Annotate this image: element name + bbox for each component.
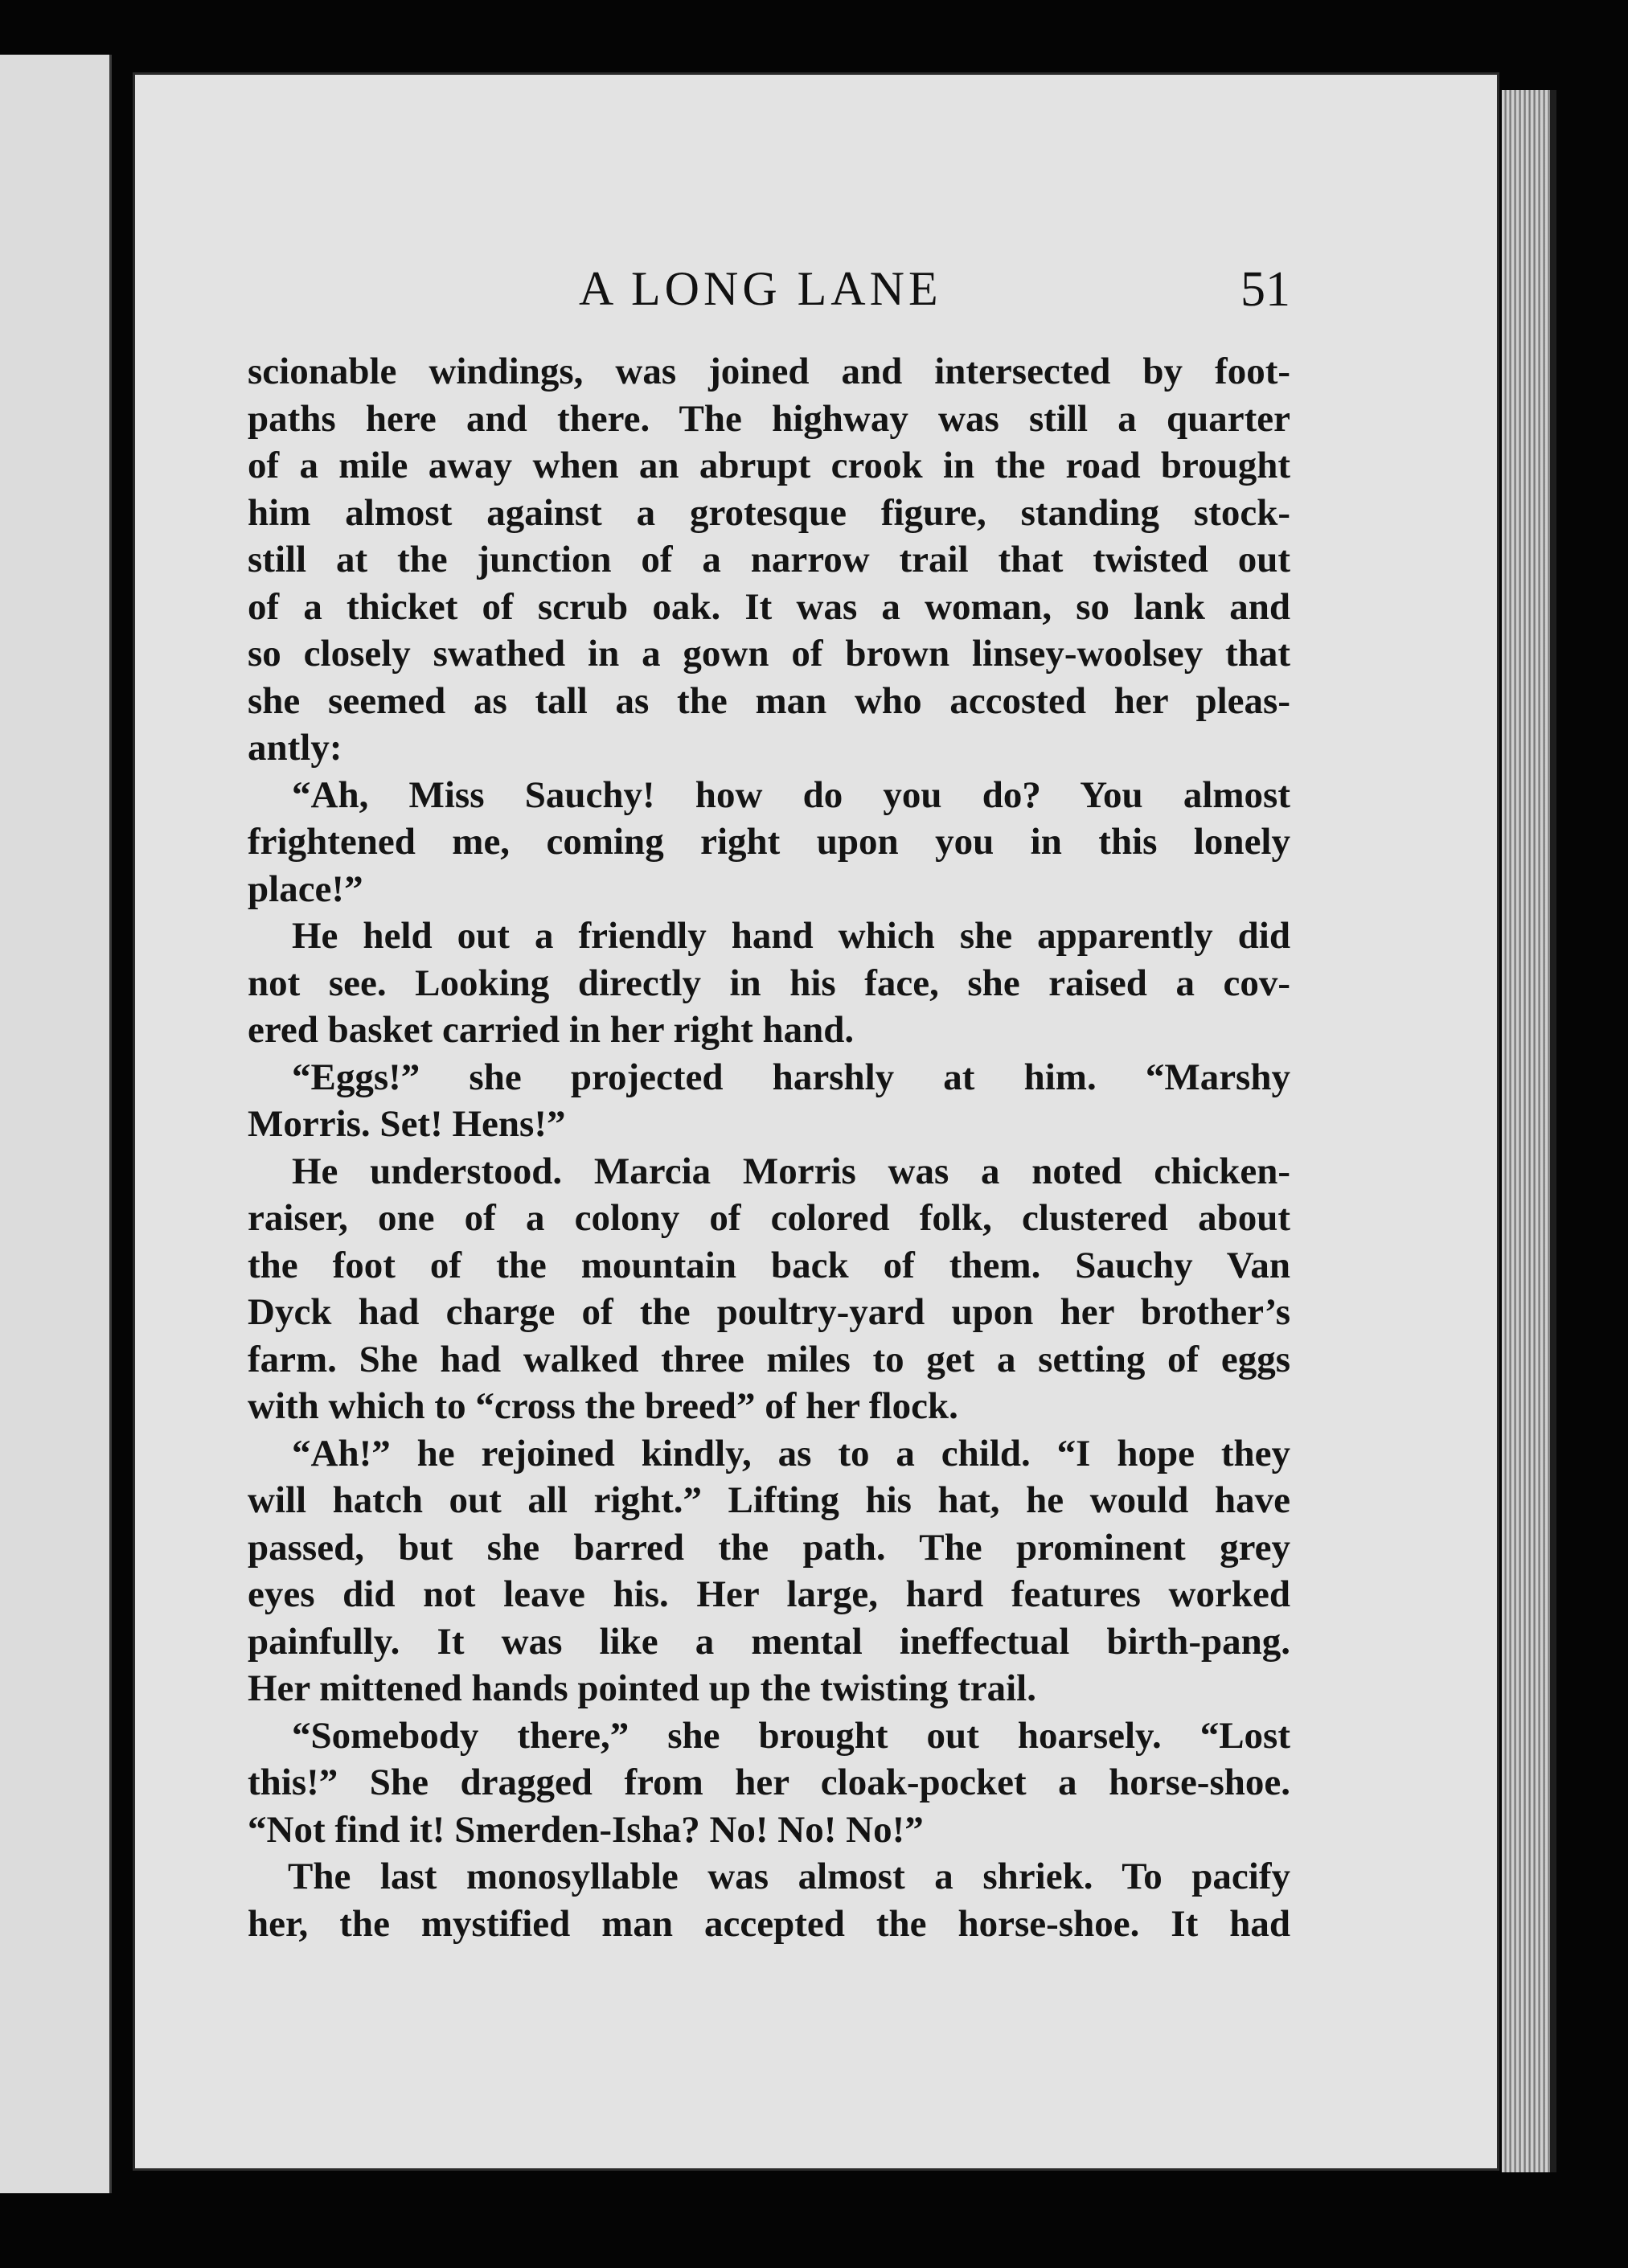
text-line: frightened me, coming right upon you in this lonely (248, 821, 1290, 863)
page-stack-edges (1502, 90, 1556, 2172)
text-line: “Ah!” he rejoined kindly, as to a child. “I hope they (292, 1432, 1290, 1474)
text-line: scionable windings, was joined and intersected by foot- (248, 351, 1290, 392)
text-line: place!” (248, 867, 363, 910)
text-line: farm. She had walked three miles to get a setting of eggs (248, 1338, 1290, 1380)
text-line: ered basket carried in her right hand. (248, 1009, 855, 1051)
text-line: “Ah, Miss Sauchy! how do you do? You almost (292, 773, 1290, 816)
text-line: raiser, one of a colony of colored folk, clustered about (248, 1197, 1290, 1239)
text-line: “Somebody there,” she brought out hoarsely. “Lost (292, 1714, 1290, 1757)
text-line: The last monosyllable was almost a shriek. To pacify (288, 1856, 1290, 1897)
text-line: will hatch out all right.” Lifting his hat, he would have (248, 1479, 1290, 1521)
page-number: 51 (1240, 262, 1290, 317)
text-line: the foot of the mountain back of them. Sauchy Van (248, 1244, 1290, 1286)
text-line: so closely swathed in a gown of brown linsey-woolsey that (248, 633, 1290, 675)
text-line: not see. Looking directly in his face, she raised a cov- (248, 962, 1290, 1004)
text-line: He held out a friendly hand which she apparently did (292, 915, 1290, 957)
text-line: Dyck had charge of the poultry-yard upon her brother’s (248, 1291, 1290, 1333)
text-line: her, the mystified man accepted the horse-shoe. It had (248, 1902, 1290, 1945)
text-line: with which to “cross the breed” of her flock. (248, 1385, 958, 1427)
text-line: Morris. Set! Hens!” (248, 1103, 566, 1145)
text-line: of a thicket of scrub oak. It was a woman, so lank and (248, 585, 1290, 628)
text-line: antly: (248, 727, 342, 769)
running-title: A LONG LANE (579, 262, 942, 315)
running-head (248, 261, 1297, 318)
text-line: of a mile away when an abrupt crook in the road brought (248, 445, 1290, 486)
text-line: Her mittened hands pointed up the twisting trail. (248, 1667, 1036, 1709)
text-line: “Not find it! Smerden-Isha? No! No! No!” (248, 1808, 924, 1851)
text-line: He understood. Marcia Morris was a noted chicken- (292, 1150, 1290, 1192)
text-line: passed, but she barred the path. The prominent grey (248, 1526, 1290, 1569)
text-line: this!” She dragged from her cloak-pocket a horse-shoe. (248, 1761, 1290, 1803)
text-line: him almost against a grotesque figure, standing stock- (248, 491, 1290, 534)
facing-page-edge (0, 55, 112, 2193)
text-line: paths here and there. The highway was still a quarter (248, 397, 1290, 440)
text-line: still at the junction of a narrow trail that twisted out (248, 539, 1290, 580)
text-line: “Eggs!” she projected harshly at him. “Marshy (292, 1056, 1290, 1098)
body-text (248, 348, 1290, 1947)
text-line: eyes did not leave his. Her large, hard features worked (248, 1573, 1290, 1615)
text-line: she seemed as tall as the man who accosted her pleas- (248, 679, 1290, 722)
text-line: painfully. It was like a mental ineffectual birth-pang. (248, 1620, 1290, 1663)
